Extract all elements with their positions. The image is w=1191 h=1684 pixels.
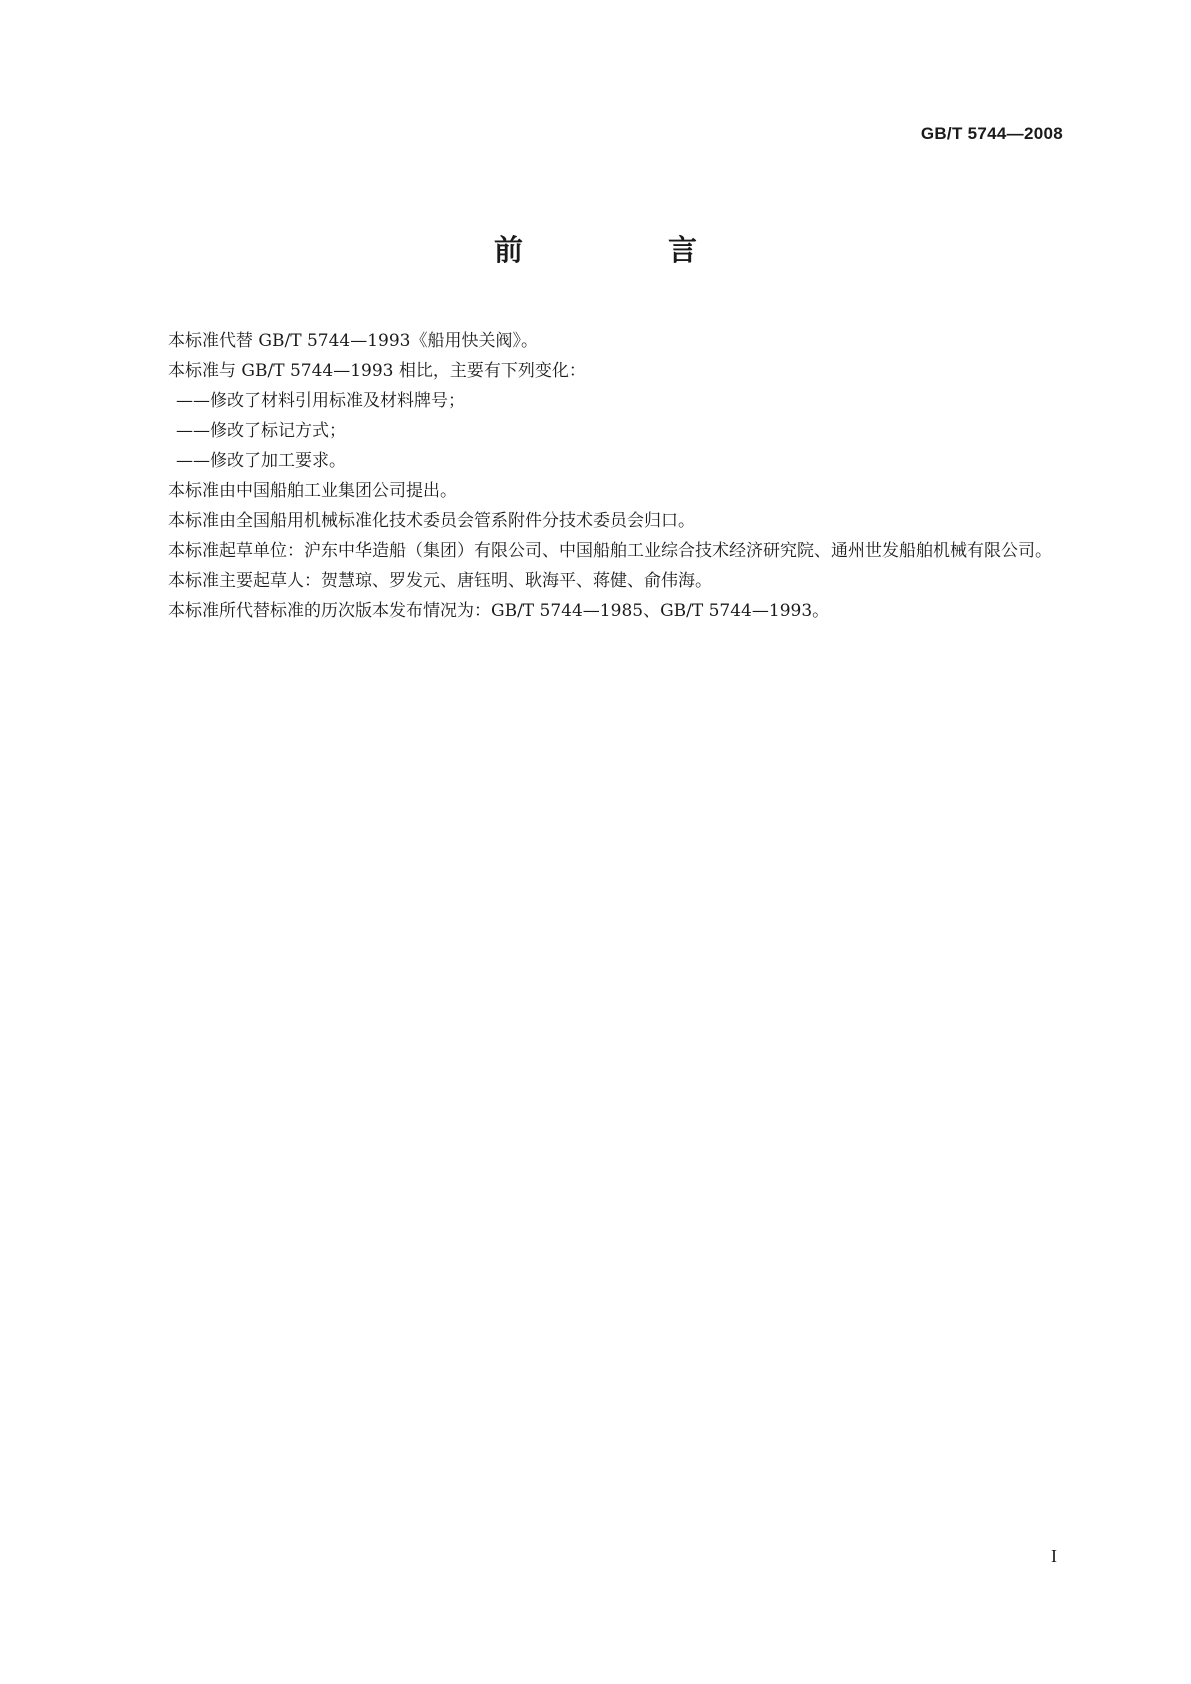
paragraph-replaces: 本标准代替 GB/T 5744—1993《船用快关阀》。 — [168, 331, 538, 351]
paragraph-previous-editions: 本标准所代替标准的历次版本发布情况为：GB/T 5744—1985、GB/T 5744—1993。 — [168, 601, 830, 621]
foreword-body — [134, 326, 1059, 626]
paragraph-changes-intro: 本标准与 GB/T 5744—1993 相比，主要有下列变化： — [168, 361, 586, 381]
page-title: 前 言 — [493, 233, 755, 267]
paragraph-drafters: 本标准主要起草人：贺慧琼、罗发元、唐钰明、耿海平、蒋健、俞伟海。 — [168, 571, 712, 591]
paragraph-proposed-by: 本标准由中国船舶工业集团公司提出。 — [168, 481, 457, 501]
change-item-machining: ——修改了加工要求。 — [176, 451, 346, 471]
standard-number: GB/T 5744—2008 — [920, 124, 1063, 143]
paragraph-drafting-units: 本标准起草单位：沪东中华造船（集团）有限公司、中国船舶工业综合技术经济研究院、通州世发船舶机械有限公司。 — [168, 541, 1052, 561]
change-item-materials: ——修改了材料引用标准及材料牌号； — [176, 391, 465, 411]
change-item-marking: ——修改了标记方式； — [176, 421, 346, 441]
page-number: I — [1051, 1546, 1057, 1566]
paragraph-administered-by: 本标准由全国船用机械标准化技术委员会管系附件分技术委员会归口。 — [168, 511, 695, 531]
